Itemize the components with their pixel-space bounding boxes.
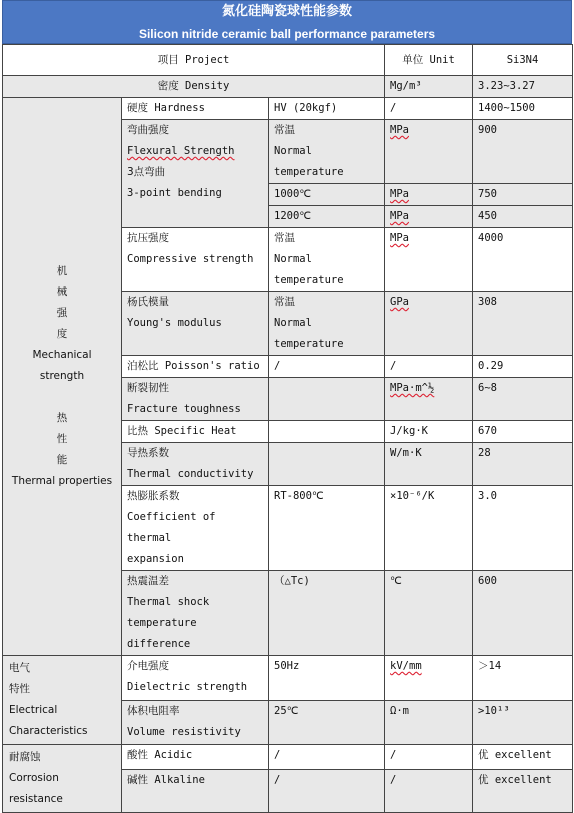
poisson-cond: / xyxy=(269,356,385,378)
poisson-value: 0.29 xyxy=(473,356,573,378)
shock-unit: ℃ xyxy=(385,571,473,656)
expansion-unit: ×10⁻⁶/K xyxy=(385,486,473,571)
shock-label: 热震温差 Thermal shock temperature difference xyxy=(122,571,269,656)
hardness-value: 1400~1500 xyxy=(473,98,573,120)
hardness-unit: / xyxy=(385,98,473,120)
fracture-unit: MPa·m^½ xyxy=(385,378,473,421)
conductivity-label: 导热系数 Thermal conductivity xyxy=(122,443,269,486)
compressive-value: 4000 xyxy=(473,228,573,292)
table-row xyxy=(3,98,573,120)
dielectric-label: 介电强度 Dielectric strength xyxy=(122,656,269,701)
alkaline-value: 优 excellent xyxy=(473,770,573,813)
conductivity-unit: W/m·K xyxy=(385,443,473,486)
conductivity-cond xyxy=(269,443,385,486)
conductivity-value: 28 xyxy=(473,443,573,486)
hardness-cond: HV (20kgf) xyxy=(269,98,385,120)
alkaline-label: 碱性 Alkaline xyxy=(122,770,269,813)
flexural-value-1200: 450 xyxy=(473,206,573,228)
compressive-label: 抗压强度 Compressive strength xyxy=(122,228,269,292)
density-unit: Mg/m³ xyxy=(385,76,473,98)
acidic-label: 酸性 Acidic xyxy=(122,745,269,770)
density-value: 3.23~3.27 xyxy=(473,76,573,98)
shock-cond: （△Tc) xyxy=(269,571,385,656)
title-english: Silicon nitride ceramic ball performance parameters xyxy=(138,27,436,41)
expansion-label: 热膨胀系数 Coefficient of thermal expansion xyxy=(122,486,269,571)
flexural-cond-normal: 常温 Normal temperature xyxy=(269,120,385,184)
category-mechanical-thermal: 机 械 强 度 Mechanical strength 热 性 能 Thermal properties xyxy=(3,98,122,656)
compressive-unit: MPa xyxy=(385,228,473,292)
header-unit: 单位 Unit xyxy=(385,45,473,76)
shock-value: 600 xyxy=(473,571,573,656)
young-cond: 常温 Normal temperature xyxy=(269,292,385,356)
fracture-cond xyxy=(269,378,385,421)
resistivity-cond: 25℃ xyxy=(269,700,385,745)
flexural-cond-1000: 1000℃ xyxy=(269,184,385,206)
table-title-banner xyxy=(2,0,572,44)
flexural-value-normal: 900 xyxy=(473,120,573,184)
dielectric-unit: kV/mm xyxy=(385,656,473,701)
flexural-unit-1200: MPa xyxy=(385,206,473,228)
header-project: 项目 Project xyxy=(3,45,385,76)
specific-heat-label: 比热 Specific Heat xyxy=(122,421,269,443)
table-row xyxy=(3,656,573,701)
flexural-cond-1200: 1200℃ xyxy=(269,206,385,228)
alkaline-unit: / xyxy=(385,770,473,813)
title-chinese: 氮化硅陶瓷球性能参数 xyxy=(221,4,352,19)
table-header-row xyxy=(3,45,573,76)
flexural-value-1000: 750 xyxy=(473,184,573,206)
alkaline-cond: / xyxy=(269,770,385,813)
expansion-value: 3.0 xyxy=(473,486,573,571)
young-unit: GPa xyxy=(385,292,473,356)
specific-heat-cond xyxy=(269,421,385,443)
young-value: 308 xyxy=(473,292,573,356)
fracture-label: 断裂韧性 Fracture toughness xyxy=(122,378,269,421)
dielectric-cond: 50Hz xyxy=(269,656,385,701)
acidic-value: 优 excellent xyxy=(473,745,573,770)
fracture-value: 6~8 xyxy=(473,378,573,421)
flexural-label: 弯曲强度 Flexural Strength 3点弯曲 3-point bending xyxy=(122,120,269,228)
hardness-label: 硬度 Hardness xyxy=(122,98,269,120)
compressive-cond: 常温 Normal temperature xyxy=(269,228,385,292)
category-corrosion: 耐腐蚀 Corrosion resistance xyxy=(3,745,122,813)
poisson-unit: / xyxy=(385,356,473,378)
acidic-cond: / xyxy=(269,745,385,770)
resistivity-unit: Ω·m xyxy=(385,700,473,745)
specific-heat-unit: J/kg·K xyxy=(385,421,473,443)
header-value: Si3N4 xyxy=(473,45,573,76)
expansion-cond: RT-800℃ xyxy=(269,486,385,571)
performance-table xyxy=(2,44,573,813)
flexural-unit-1000: MPa xyxy=(385,184,473,206)
dielectric-value: ＞14 xyxy=(473,656,573,701)
resistivity-label: 体积电阻率 Volume resistivity xyxy=(122,700,269,745)
table-row xyxy=(3,745,573,770)
table-row xyxy=(3,76,573,98)
flexural-unit-normal: MPa xyxy=(385,120,473,184)
poisson-label: 泊松比 Poisson's ratio xyxy=(122,356,269,378)
young-label: 杨氏模量 Young's modulus xyxy=(122,292,269,356)
density-label: 密度 Density xyxy=(3,76,385,98)
category-electrical: 电气 特性 Electrical Characteristics xyxy=(3,656,122,745)
resistivity-value: >10¹³ xyxy=(473,700,573,745)
specific-heat-value: 670 xyxy=(473,421,573,443)
acidic-unit: / xyxy=(385,745,473,770)
